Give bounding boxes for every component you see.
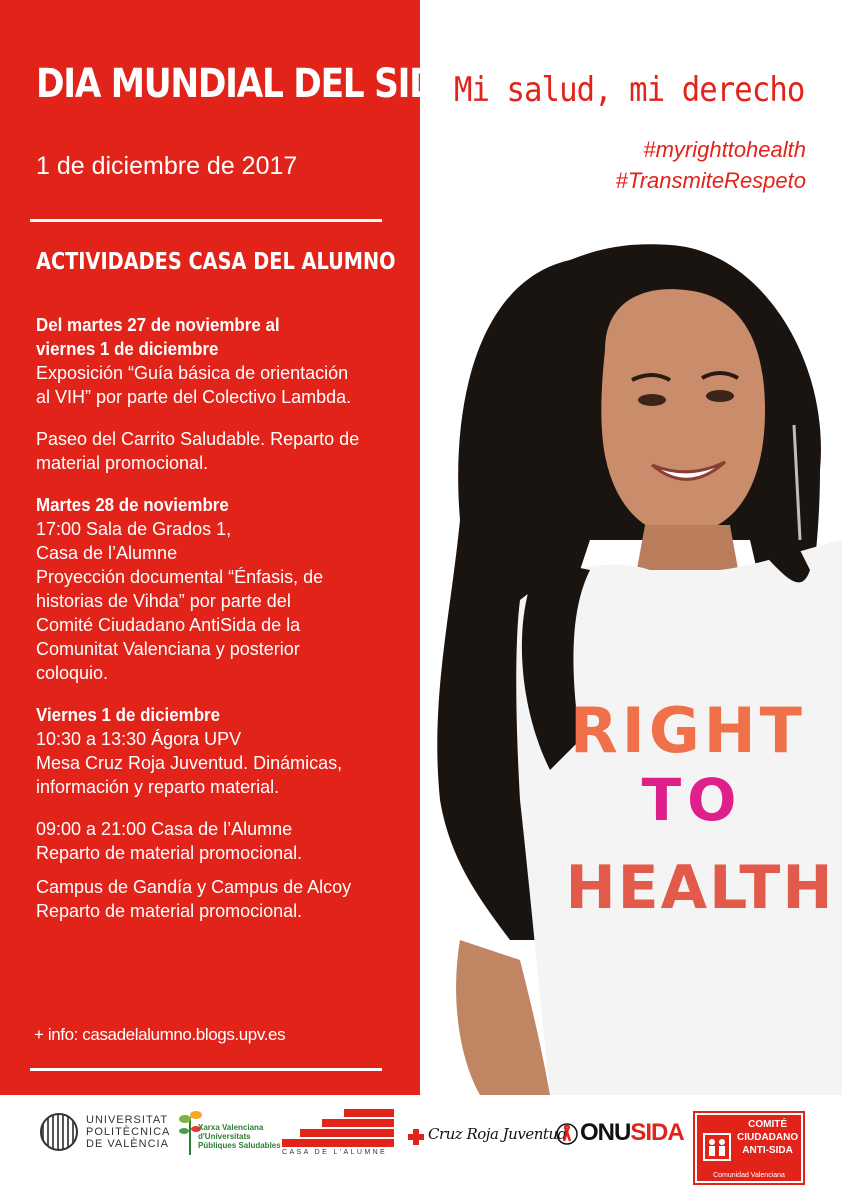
hashtags	[616, 134, 806, 196]
casa-alumne-text: CASA DE L'ALUMNE	[282, 1149, 388, 1156]
event-detail: historias de Vihda” por parte del	[36, 591, 291, 611]
event-detail: Reparto de material promocional.	[36, 843, 303, 863]
event-block	[36, 703, 412, 799]
sponsor-logos	[0, 1095, 842, 1191]
xarxa-line-3: Públiques Saludables	[198, 1141, 281, 1150]
red-cross-icon	[408, 1129, 424, 1145]
event-detail: Exposición “Guía básica de orientación	[36, 363, 349, 383]
event-block	[36, 817, 412, 865]
comite-antisida-logo[interactable]	[693, 1111, 805, 1185]
comite-line-3: ANTI-SIDA	[742, 1145, 793, 1156]
event-detail: Casa de l’Alumne	[36, 543, 178, 563]
event-detail: material promocional.	[36, 453, 209, 473]
upv-logo[interactable]	[40, 1107, 170, 1157]
event-detail: 10:30 a 13:30 Ágora UPV	[36, 729, 242, 749]
event-detail: coloquio.	[36, 663, 109, 683]
casa-bars-icon	[282, 1107, 394, 1147]
event-block	[36, 493, 412, 685]
slogan: Mi salud, mi derecho	[453, 70, 804, 110]
event-block	[36, 313, 412, 409]
event-detail: información y reparto material.	[36, 777, 280, 797]
event-title: Martes 28 de noviembre	[36, 495, 229, 515]
divider-bottom	[30, 1068, 382, 1071]
event-detail: al VIH” por parte del Colectivo Lambda.	[36, 387, 352, 407]
event-detail: Campus de Gandía y Campus de Alcoy	[36, 877, 352, 897]
event-detail: 17:00 Sala de Grados 1,	[36, 519, 232, 539]
event-date: 1 de diciembre de 2017	[36, 152, 298, 180]
hashtag-myrighttohealth[interactable]: #myrighttohealth	[643, 137, 806, 162]
casa-alumne-logo[interactable]	[282, 1107, 394, 1163]
event-list	[36, 313, 412, 941]
hashtag-transmiterespeto[interactable]: #TransmiteRespeto	[615, 168, 806, 193]
face	[601, 289, 765, 535]
info-link[interactable]: + info: casadelalumno.blogs.upv.es	[34, 1025, 286, 1044]
event-block	[36, 427, 412, 475]
event-detail: Proyección documental “Énfasis, de	[36, 567, 324, 587]
event-detail: Mesa Cruz Roja Juventud. Dinámicas,	[36, 753, 343, 773]
upv-line-2: POLITÈCNICA	[86, 1126, 171, 1138]
ribbon-icon	[556, 1123, 578, 1145]
event-detail: 09:00 a 21:00 Casa de l’Alumne	[36, 819, 293, 839]
event-title: viernes 1 de diciembre	[36, 339, 219, 359]
xarxa-line-1: Xarxa Valenciana	[198, 1123, 264, 1132]
woman-photo	[420, 240, 842, 1095]
section-heading: ACTIVIDADES CASA DEL ALUMNO	[36, 249, 396, 275]
xarxa-logo[interactable]	[176, 1107, 281, 1163]
upv-seal-icon	[40, 1113, 78, 1151]
arm	[456, 940, 550, 1095]
shirt-text-to: TO	[641, 766, 743, 834]
event-block	[36, 875, 412, 923]
event-title: Del martes 27 de noviembre al	[36, 315, 280, 335]
event-detail: Reparto de material promocional.	[36, 901, 303, 921]
people-icon	[703, 1133, 731, 1161]
cruz-roja-logo[interactable]	[408, 1121, 567, 1161]
comite-line-2: CIUDADANO	[737, 1132, 799, 1143]
comite-subtitle: Comunidad Valenciana	[713, 1172, 785, 1179]
event-detail: Comunitat Valenciana y posterior	[36, 639, 300, 659]
event-detail: Comité Ciudadano AntiSida de la	[36, 615, 301, 635]
shirt-text-right: RIGHT	[570, 694, 806, 767]
upv-line-3: DE VALÈNCIA	[86, 1138, 169, 1150]
onusida-onu: ONU	[580, 1119, 631, 1146]
comite-line-1: COMITÉ	[748, 1119, 787, 1130]
cruz-roja-text: Cruz Roja Juventud	[428, 1125, 567, 1143]
event-title: Viernes 1 de diciembre	[36, 705, 221, 725]
onusida-sida: SIDA	[630, 1119, 684, 1146]
upv-line-1: UNIVERSITAT	[86, 1114, 169, 1126]
divider-top	[30, 219, 382, 222]
poster-title: DIA MUNDIAL DEL SIDA	[36, 61, 462, 107]
event-detail: Paseo del Carrito Saludable. Reparto de	[36, 429, 360, 449]
xarxa-line-2: d'Universitats	[198, 1132, 251, 1141]
onusida-logo[interactable]	[556, 1117, 686, 1167]
shirt-text-health: HEALTH	[565, 853, 835, 923]
